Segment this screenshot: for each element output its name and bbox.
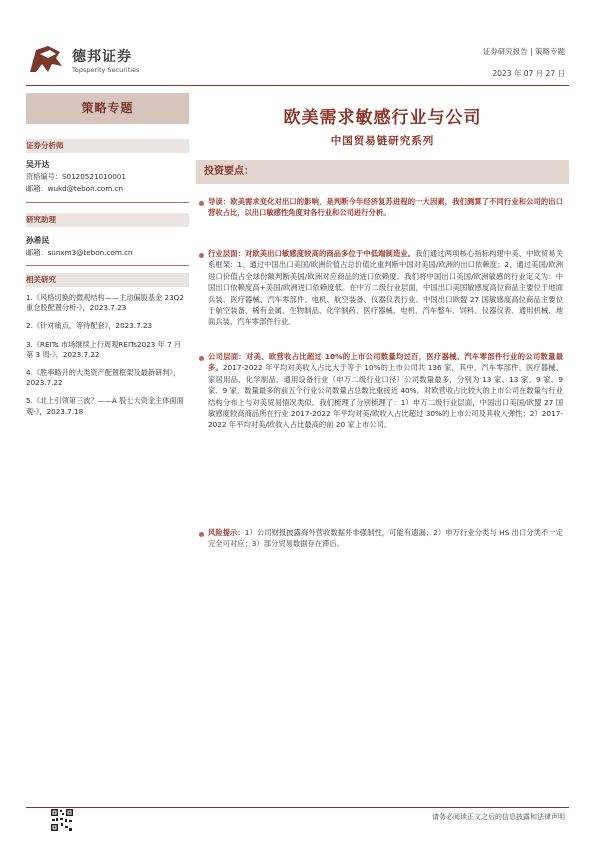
report-subtitle: 中国贸易链研究系列	[330, 135, 435, 147]
summary-heading-bar	[196, 160, 569, 184]
report-type: 证券研究报告 | 策略专题	[482, 47, 565, 56]
category-banner-label: 策略专题	[81, 101, 134, 115]
industry-text: 我们通过两项核心指标构建中美、中欧贸易关系框架：1、通过中国出口美国/欧洲价值占总价值比重判断中国对美国/欧洲的出口依赖度；2、通过美国/欧洲进口价值占全球份额判断美国/欧洲对应商品的进口依赖度。我们将中国出口美国/欧洲敏感的行业定义为：中国出口依赖度高+美国/欧洲进口依赖度低。在中万二级行业层面，中国出口美国敏感度高位商品主要位于地面兵装、医疗器械、汽车零部件、电机、航空装备、仪器仪表行业。中国出口欧盟 27 国敏感度高位商品主要位于航空装备、稀有金属、生物制品、化学制药、医疗器械、电机、汽车整车、饲料、仪器仪表、通用机械、地面兵装、汽车零部件行业。	[208, 249, 563, 327]
company-name-en: Topsperity Securities	[72, 66, 140, 74]
category-banner	[26, 93, 189, 124]
related-item[interactable]: 2.《针对痛点，等待配套》，2023.7.23	[26, 321, 153, 331]
assistant-heading-label: 研究助理	[26, 215, 56, 224]
assistant-heading	[26, 213, 189, 227]
bullet-icon	[199, 201, 204, 206]
footer-divider	[26, 807, 569, 808]
qr-code-icon	[50, 808, 74, 832]
related-item[interactable]: 3.《REITs 市场继续上行周观REITs2023 年 7 月第 3 周-》，2023.7.22	[26, 339, 182, 359]
related-heading-label: 相关研究	[26, 275, 56, 284]
analyst-name: 吴开达	[26, 160, 50, 169]
left-divider	[26, 265, 189, 266]
related-heading	[26, 273, 189, 287]
header-divider	[26, 85, 569, 86]
company-name-cn: 德邦证券	[72, 49, 132, 65]
assistant-email[interactable]: 邮箱：sunxm3@tebon.com.cn	[26, 248, 133, 257]
report-date: 2023 年 07 月 27 日	[492, 69, 565, 78]
analyst-email[interactable]: 邮箱：wukd@tebon.com.cn	[26, 184, 124, 193]
risk-text: 1）公司财报披露海外营收数据并非强制性，可能有遗漏；2）申万行业分类与 HS 出口分类不一定完全可对应；3）部分贸易数据存在滞后。	[208, 528, 563, 549]
analyst-cert: 资格编号：S0120521010001	[26, 172, 126, 181]
industry-paragraph	[208, 248, 563, 328]
company-label: 公司层面：对美、欧营收占比超过 10%的上市公司数量均过百，医疗器械、汽车零部件行业的公司数量最多。	[208, 352, 563, 373]
related-item[interactable]: 5.《北上引领第三波？——A 股七大资金主体面面观-》，2023.7.18	[26, 396, 184, 416]
intro-paragraph	[208, 196, 563, 219]
company-text: 2017-2022 年平均对美收入占比大于等于 10%的上市公司共 136 家，其中，汽车零部件、医疗器械、家居用品、化学制品、通用设备行业（申万二级行业口径）公司数量最多，分别为 13 家、13 家、9 家、9 家、9 家，数量最多的前五个行业公司数量占总数比重接近 40%。对欧营收占比较大的上市公司在数量与行业结构分布上与对美贸易情况类似。我们梳理了分别梳理了：1）申万二级行业层面，中国出口美国/欧盟 27 国敏感度较高商品所在行业 2017-2022 年平均对美/欧收入占比超过 30%的上市公司及其收入弹性；2）2017-2022 年平均对美/欧收入占比最高的前 20 家上市公司。	[208, 363, 564, 430]
industry-label: 行业层面：对欧美出口敏感度较高的商品多位于中低端制造业。	[208, 249, 416, 258]
report-title: 欧美需求敏感行业与公司	[283, 108, 482, 128]
analyst-heading	[26, 139, 189, 153]
bullet-icon	[199, 532, 204, 537]
intro-label: 导读：	[208, 197, 231, 206]
related-research-list	[26, 293, 184, 425]
related-item[interactable]: 1.《风格切换的微观结构——主动偏股基金 23Q2 重仓股配置分析-》，2023.7.23	[26, 293, 184, 313]
intro-text: 欧美需求变化对出口的影响，是判断今年经济复苏进程的一大因素，我们测算了不同行业和公司的出口营收占比，以出口敏感性角度对各行业和公司进行分析。	[208, 197, 564, 218]
analyst-heading-label: 证券分析师	[26, 141, 64, 150]
company-logo-icon	[26, 42, 66, 76]
summary-heading: 投资要点：	[204, 166, 254, 177]
risk-paragraph	[208, 527, 563, 550]
company-paragraph	[208, 351, 563, 431]
risk-label: 风险提示：	[208, 528, 245, 537]
related-item[interactable]: 4.《胜率略升的大类资产配置框架及最新研判》，2023.7.22	[26, 368, 181, 388]
bullet-icon	[199, 253, 204, 258]
assistant-name: 孙希民	[26, 236, 50, 245]
bullet-icon	[199, 356, 204, 361]
disclaimer-text: 请务必阅读正文之后的信息披露和法律声明	[432, 813, 565, 821]
left-divider	[26, 202, 189, 203]
